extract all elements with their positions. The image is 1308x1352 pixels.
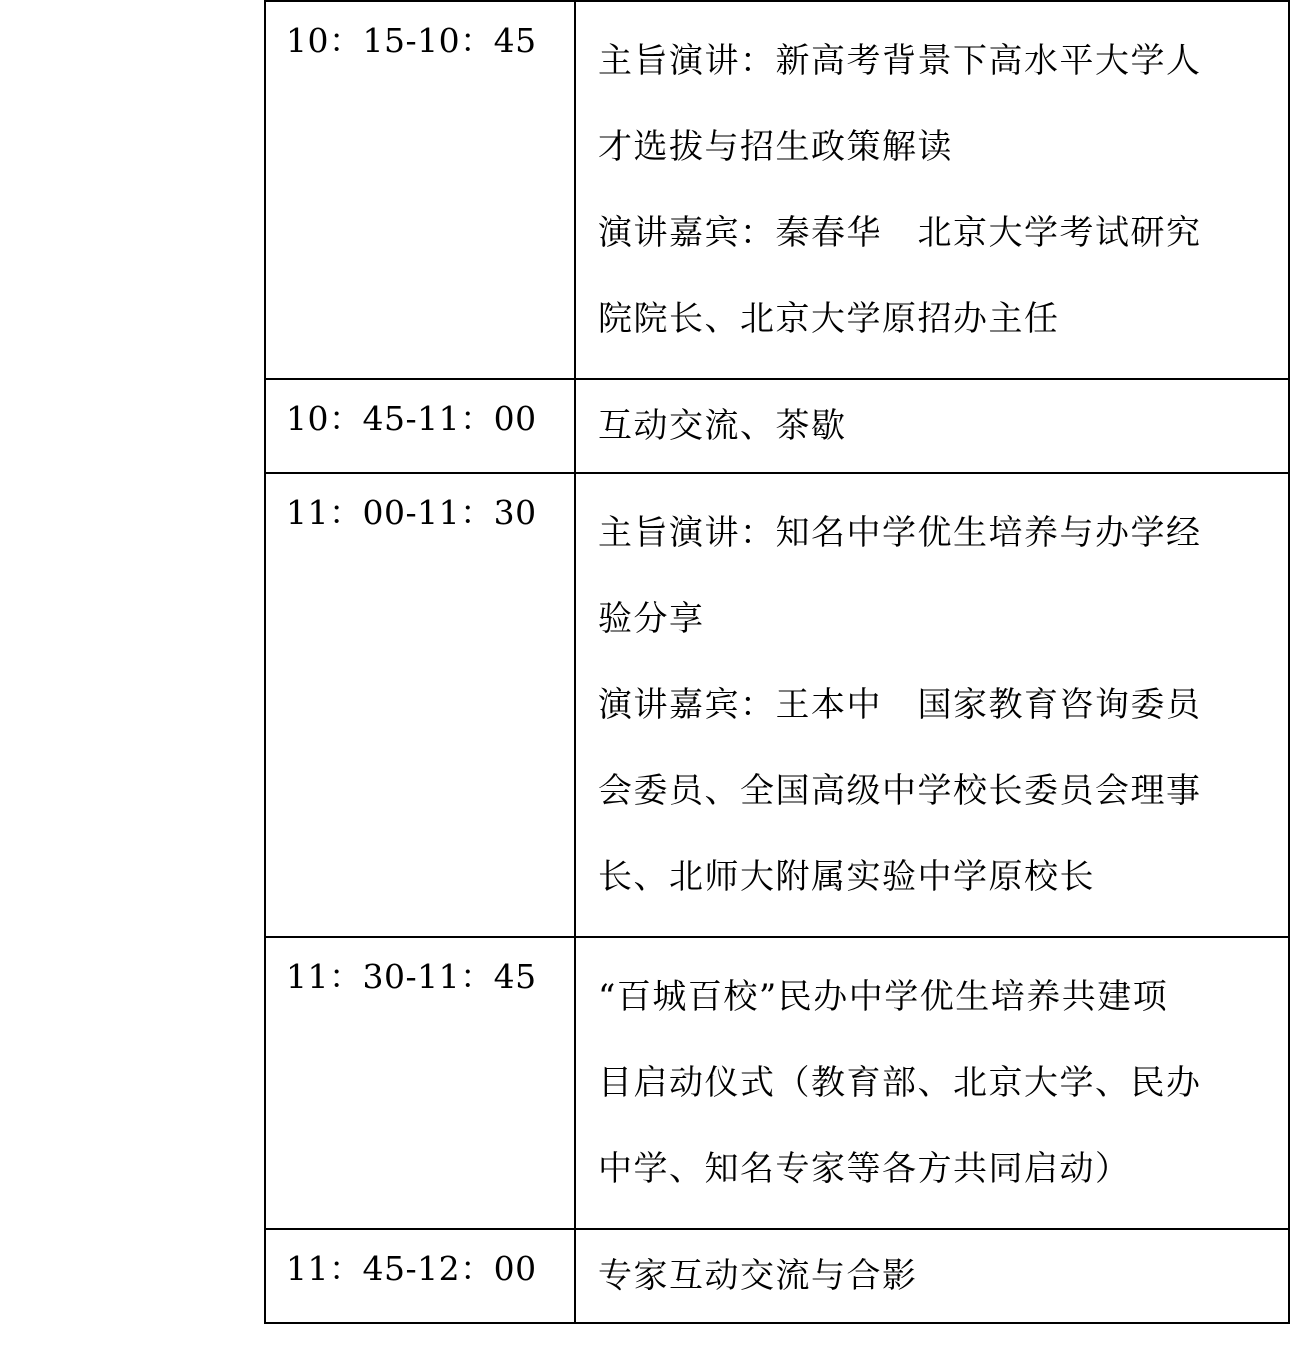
content-line: 主旨演讲：知名中学优生培养与办学经 xyxy=(598,513,1202,553)
schedule-table xyxy=(264,0,1290,1324)
time-cell xyxy=(265,1229,575,1323)
time-cell xyxy=(265,473,575,937)
time-text: 11：30-11：45 xyxy=(286,957,537,996)
table-row xyxy=(265,1,1289,379)
content-line: 互动交流、茶歇 xyxy=(598,406,847,446)
table-row xyxy=(265,379,1289,473)
content-line: 中学、知名专家等各方共同启动） xyxy=(598,1149,1131,1189)
time-cell xyxy=(265,1,575,379)
content-cell xyxy=(575,1229,1289,1323)
time-cell xyxy=(265,937,575,1229)
table-row xyxy=(265,1229,1289,1323)
content-line: 专家互动交流与合影 xyxy=(598,1256,918,1296)
content-line: 目启动仪式（教育部、北京大学、民办 xyxy=(598,1063,1202,1103)
content-line: “百城百校”民办中学优生培养共建项 xyxy=(598,977,1169,1017)
content-cell xyxy=(575,937,1289,1229)
content-cell xyxy=(575,473,1289,937)
content-line: 长、北师大附属实验中学原校长 xyxy=(598,857,1095,897)
content-line: 院院长、北京大学原招办主任 xyxy=(598,299,1060,339)
table-row xyxy=(265,937,1289,1229)
content-line: 会委员、全国高级中学校长委员会理事 xyxy=(598,771,1202,811)
time-text: 11：45-12：00 xyxy=(286,1249,537,1288)
time-text: 11：00-11：30 xyxy=(286,493,537,532)
content-line: 才选拔与招生政策解读 xyxy=(598,127,953,167)
table-row xyxy=(265,473,1289,937)
time-text: 10：45-11：00 xyxy=(286,399,537,438)
schedule-table-body xyxy=(265,1,1289,1323)
content-line: 验分享 xyxy=(598,599,705,639)
content-line: 演讲嘉宾：王本中 国家教育咨询委员 xyxy=(598,685,1202,725)
content-cell xyxy=(575,1,1289,379)
content-line: 主旨演讲：新高考背景下高水平大学人 xyxy=(598,41,1202,81)
content-line: 演讲嘉宾：秦春华 北京大学考试研究 xyxy=(598,213,1202,253)
content-cell xyxy=(575,379,1289,473)
time-cell xyxy=(265,379,575,473)
time-text: 10：15-10：45 xyxy=(286,21,537,60)
